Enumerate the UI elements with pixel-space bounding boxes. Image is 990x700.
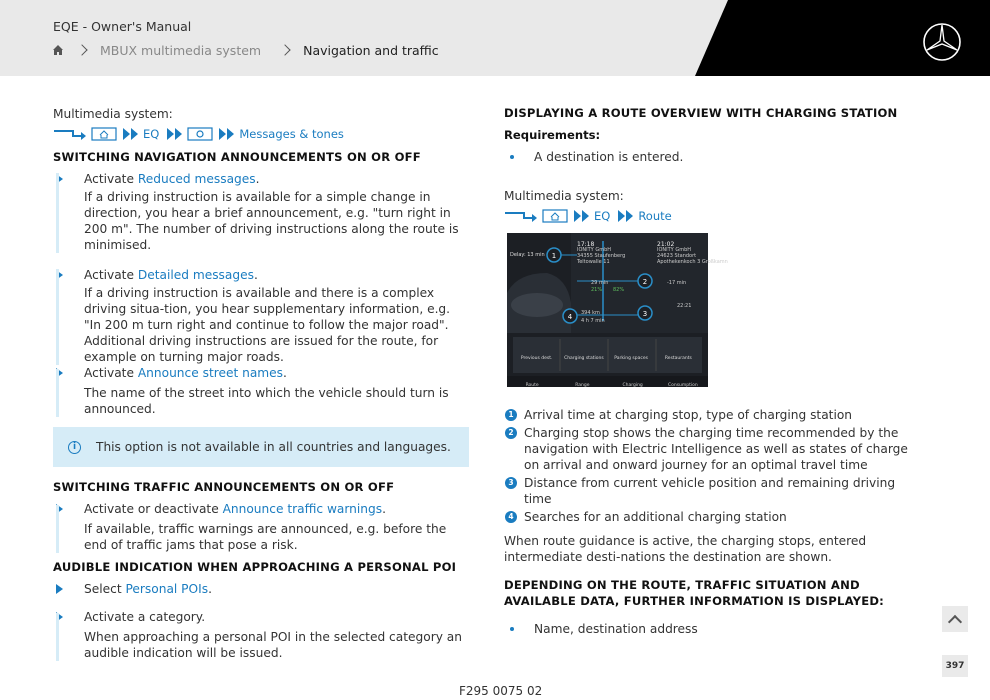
station-1-addr2: Teltowalle 11 — [577, 259, 610, 265]
announce-street-names-link[interactable]: Announce street names — [137, 366, 284, 380]
result-traffic: If available, traffic warnings are announced, e.g. before the end of traffic jams that pose a risk. — [53, 521, 469, 553]
menu-path — [504, 207, 924, 225]
menu-path — [53, 125, 469, 143]
section-heading-further-info: DEPENDING ON THE ROUTE, TRAFFIC SITUATION AND AVAILABLE DATA, FURTHER INFORMATION IS DISPLAYED: — [504, 578, 885, 608]
legend-text: Charging stop shows the charging time recommended by the navigation with Electric Intelligence as well as states of charge on arrival and onward journey for an optimal travel time — [524, 426, 908, 472]
legend-item-3 — [504, 475, 924, 507]
route-overview-screen — [507, 233, 728, 388]
step-personal-pois — [53, 581, 469, 597]
step-punct: . — [208, 582, 212, 596]
delay-text: Delay: 13 min — [510, 252, 545, 258]
tab-consumption[interactable]: Consumption — [667, 383, 698, 388]
time-2: 21:02 — [657, 241, 675, 248]
step-reduced — [53, 171, 469, 187]
figure-id: F295 0075 02 — [459, 684, 543, 698]
legend-item-2 — [504, 425, 924, 473]
distance: 394 km — [581, 310, 600, 316]
step-text: Activate — [84, 172, 138, 186]
drive-duration: 4 h 7 min — [581, 318, 605, 324]
tab-charging[interactable]: Charging — [622, 383, 643, 388]
step-punct: . — [283, 366, 287, 380]
multimedia-label: Multimedia system: — [504, 189, 624, 203]
left-column — [53, 105, 469, 661]
legend-number: 2 — [505, 427, 517, 439]
tile-charging-stations[interactable]: Charging stations — [564, 356, 604, 361]
step-text: Activate — [84, 366, 138, 380]
arrow-icon — [504, 210, 538, 222]
svg-text:2: 2 — [642, 278, 648, 286]
breadcrumb-multimedia[interactable]: MBUX multimedia system — [100, 42, 262, 58]
arrival-badge: 22:21 — [677, 303, 692, 309]
section-heading-route-overview: DISPLAYING A ROUTE OVERVIEW WITH CHARGING STATION — [504, 106, 898, 120]
time-saved: -17 min — [667, 280, 687, 286]
right-column — [504, 105, 924, 645]
charge-start: 21% — [591, 287, 603, 293]
section-heading-traffic: SWITCHING TRAFFIC ANNOUNCEMENTS ON OR OFF — [53, 480, 395, 494]
screen-tiles — [513, 351, 702, 367]
svg-text:3: 3 — [642, 310, 648, 318]
station-2-name: IONITY GmbH — [657, 247, 692, 253]
charge-end: 82% — [613, 287, 625, 293]
legend-text: Searches for an additional charging station — [524, 510, 787, 524]
eq-label: EQ — [594, 209, 611, 223]
step-text: Select — [84, 582, 126, 596]
header — [0, 0, 990, 76]
forward-icon — [219, 128, 235, 140]
step-punct: . — [382, 502, 386, 516]
result-reduced: If a driving instruction is available for a simple change in direction, you hear a brief announcement, e.g. "turn right in 200 m". The number of driving instructions along the route is minimised. — [53, 189, 469, 253]
forward-icon — [167, 128, 183, 140]
legend-number: 1 — [505, 409, 517, 421]
scroll-to-top-button[interactable] — [942, 606, 968, 632]
result-detailed: If a driving instruction is available and there is a complex driving situa-tion, you hear supplementary information, e.g. "In 200 m turn right and continue to follow the major road". Additional driving instructions are issued for the route, for example on turning major roads. — [53, 285, 469, 365]
section-heading-navigation: SWITCHING NAVIGATION ANNOUNCEMENTS ON OR OFF — [53, 150, 421, 164]
section-heading-poi: AUDIBLE INDICATION WHEN APPROACHING A PERSONAL POI — [53, 560, 457, 574]
station-2-addr2: Apothekenkoch 3 Großkamn — [657, 259, 728, 265]
info-icon: i — [68, 441, 81, 454]
step-arrow-icon — [56, 584, 63, 594]
legend-item-4 — [504, 509, 924, 525]
legend-list — [504, 407, 924, 525]
forward-icon — [618, 210, 634, 222]
legend-text: Distance from current vehicle position and remaining driving time — [524, 476, 896, 506]
tile-restaurants[interactable]: Restaurants — [664, 356, 692, 361]
tab-route[interactable]: Route — [525, 383, 539, 388]
legend-number: 3 — [505, 477, 517, 489]
info-note — [53, 427, 469, 467]
svg-text:1: 1 — [551, 252, 557, 260]
announce-traffic-warnings-link[interactable]: Announce traffic warnings — [222, 502, 383, 516]
screen-tabs — [507, 378, 708, 394]
station-2-addr: 24623 Standort — [657, 253, 697, 259]
tab-range[interactable]: Range — [575, 383, 590, 388]
settings-icon — [187, 127, 213, 141]
legend-text: Arrival time at charging stop, type of charging station — [524, 408, 853, 422]
requirement-item: A destination is entered. — [504, 149, 924, 165]
step-traffic — [53, 501, 469, 517]
result-category: When approaching a personal POI in the selected category an audible indication will be issued. — [53, 629, 469, 661]
page-reference[interactable]: 397 — [942, 655, 968, 677]
step-street-names — [53, 365, 469, 381]
tile-parking[interactable]: Parking spaces — [614, 356, 648, 361]
chevron-right-icon — [76, 44, 87, 55]
result-street-names: The name of the street into which the vehicle should turn is announced. — [53, 385, 469, 417]
step-punct: . — [255, 172, 260, 186]
requirements-label: Requirements: — [504, 128, 601, 142]
station-1-addr: 34355 Staufenberg — [577, 253, 626, 259]
svg-text:4: 4 — [567, 313, 573, 321]
route-link[interactable]: Route — [638, 209, 672, 223]
mercedes-star-logo — [922, 22, 962, 62]
breadcrumb-current: Navigation and traffic — [303, 42, 439, 58]
tile-previous-dest[interactable]: Previous dest. — [520, 356, 553, 361]
station-2 — [657, 247, 728, 265]
forward-icon — [123, 128, 139, 140]
station-1-name: IONITY GmbH — [577, 247, 612, 253]
personal-pois-link[interactable]: Personal POIs — [125, 582, 209, 596]
step-detailed — [53, 267, 469, 283]
eq-label: EQ — [143, 127, 160, 141]
further-info-item: Name, destination address — [504, 621, 924, 637]
legend-item-1 — [504, 407, 924, 423]
chevron-right-icon — [279, 44, 290, 55]
step-text: Activate — [84, 268, 138, 282]
chevron-up-icon — [948, 614, 962, 628]
step-category — [53, 609, 469, 625]
reduced-messages-link[interactable]: Reduced messages — [137, 172, 256, 186]
step-text: Activate or deactivate — [84, 502, 223, 516]
arrow-icon — [53, 128, 87, 140]
manual-title: EQE - Owner's Manual — [53, 19, 192, 34]
station-1 — [577, 247, 647, 265]
legend-number: 4 — [505, 511, 517, 523]
step-punct: . — [253, 268, 258, 282]
home-icon — [542, 209, 568, 223]
route-paragraph: When route guidance is active, the charging stops, entered intermediate desti-nations the destination are shown. — [504, 534, 867, 564]
drive-time: 29 min — [591, 280, 609, 286]
time-1: 17:18 — [577, 241, 595, 248]
forward-icon — [574, 210, 590, 222]
home-icon[interactable] — [52, 44, 64, 56]
messages-tones-link[interactable]: Messages & tones — [239, 127, 344, 141]
detailed-messages-link[interactable]: Detailed messages — [137, 268, 254, 282]
step-category-text: Activate a category. — [84, 610, 206, 624]
note-text: This option is not available in all countries and languages. — [96, 440, 451, 454]
home-icon — [91, 127, 117, 141]
multimedia-label: Multimedia system: — [53, 107, 173, 121]
breadcrumb — [52, 42, 445, 58]
